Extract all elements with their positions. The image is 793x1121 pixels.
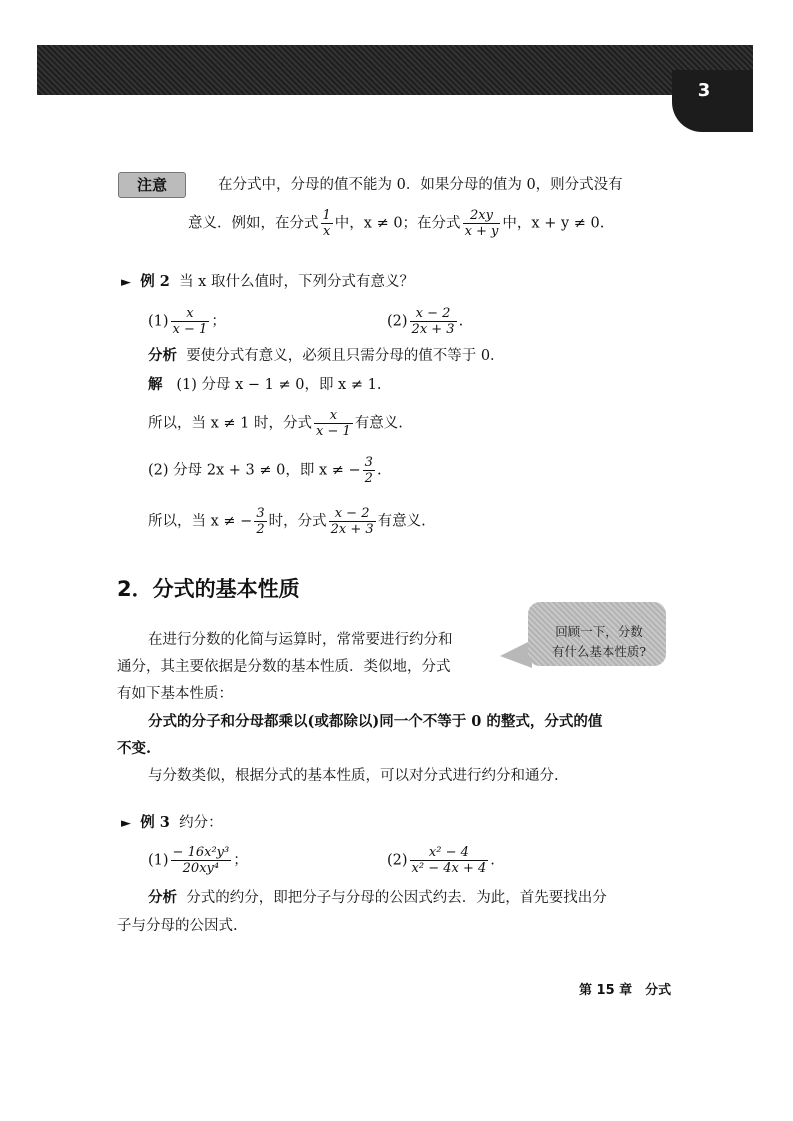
basic-property-rule-line-1: 分式的分子和分母都乘以(或都除以)同一个不等于 0 的整式，分式的值 xyxy=(148,713,603,730)
example-marker-icon: ► xyxy=(121,275,131,290)
example-2-heading: ► 例 2 当 x 取什么值时，下列分式有意义？ xyxy=(121,273,414,290)
note-fraction-2: $\frac{2xy}{x + y}$ xyxy=(464,208,499,239)
example-2-solution-1: 解 (1) 分母 x − 1 ≠ 0，即 x ≠ 1. xyxy=(148,376,382,393)
example-2-solution-3: (2) 分母 2x + 3 ≠ 0，即 x ≠ − $\frac{3}{2}$ . xyxy=(148,455,382,486)
page-number: 3 xyxy=(697,80,711,101)
example-2-analysis: 分析 要使分式有意义，必须且只需分母的值不等于 0． xyxy=(148,347,505,364)
example-3-analysis-line-2: 子与分母的公因式. xyxy=(117,918,238,934)
header-bar xyxy=(37,45,753,95)
example-2-part-1: (1) $\frac{x}{x - 1}$ ； xyxy=(148,306,226,337)
section-title: 2．分式的基本性质 xyxy=(117,577,300,601)
section-paragraph-1-line-3: 有如下基本性质： xyxy=(117,686,233,702)
speech-bubble-text: 回顾一下，分数 有什么基本性质? xyxy=(551,624,647,659)
example-3-analysis-line-1: 分析 分式的约分，即把分子与分母的公因式约去．为此，首先要找出分 xyxy=(148,889,607,906)
section-paragraph-2: 与分数类似，根据分式的基本性质，可以对分式进行约分和通分. xyxy=(148,768,559,784)
example-2-part-2: (2) $\frac{x - 2}{2x + 3}$ . xyxy=(387,306,464,337)
note-line-2: 意义．例如，在分式 $\frac{1}{x}$ 中，x ≠ 0；在分式 $\frac{2xy}{x + y}$ 中，x + y ≠ 0. xyxy=(188,208,605,239)
section-paragraph-1-line-2: 通分，其主要依据是分数的基本性质．类似地，分式 xyxy=(117,659,451,675)
example-3-heading: ► 例 3 约分： xyxy=(121,814,223,831)
example-2-solution-4: 所以，当 x ≠ − $\frac{3}{2}$ 时，分式 $\frac{x - 2}{2x + 3}$ 有意义. xyxy=(148,506,426,537)
section-paragraph-1-line-1: 在进行分数的化简与运算时，常常要进行约分和 xyxy=(148,632,453,648)
note-line-1: 在分式中，分母的值不能为 0．如果分母的值为 0，则分式没有 xyxy=(218,177,623,193)
basic-property-rule-line-2: 不变. xyxy=(117,740,152,757)
chapter-footer: 第 15 章 分式 xyxy=(579,983,672,998)
example-marker-icon: ► xyxy=(121,816,131,831)
example-3-part-1: (1) $\frac{\text{− 16x²y³}}{\text{20xy⁴}}$ ； xyxy=(148,845,248,876)
example-3-part-2: (2) $\frac{\text{x² − 4}}{\text{x² − 4x + 4}}$ . xyxy=(387,845,495,876)
example-2-solution-2: 所以，当 x ≠ 1 时，分式 $\frac{x}{x - 1}$ 有意义. xyxy=(148,408,403,439)
note-badge: 注意 xyxy=(118,172,186,198)
note-fraction-1: $\frac{1}{x}$ xyxy=(322,208,331,239)
